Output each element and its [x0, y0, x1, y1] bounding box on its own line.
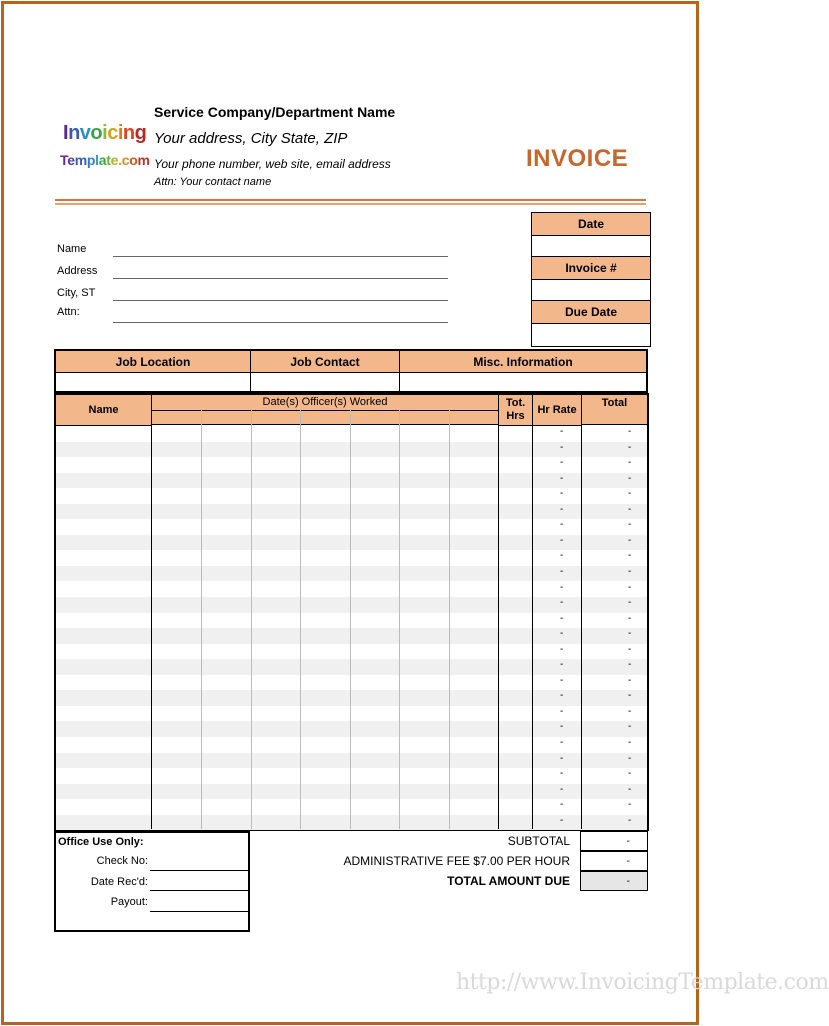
logo-template-com: Template.com [60, 152, 150, 168]
hr-rate-cell: - [560, 799, 564, 811]
bill-to-address-field[interactable] [113, 278, 448, 279]
tot-hrs-line2: Hrs [506, 410, 525, 422]
column-divider [498, 395, 499, 829]
date-column-divider [399, 410, 400, 829]
total-cell: - [628, 472, 632, 484]
name-header: Name [56, 395, 151, 426]
check-no-field[interactable] [150, 870, 249, 871]
table-row[interactable] [56, 753, 647, 769]
total-cell: - [628, 426, 632, 437]
date-column-divider [350, 410, 351, 829]
admin-fee-value: - [580, 851, 648, 871]
hr-rate-cell: - [560, 721, 564, 733]
date-column-divider [449, 410, 450, 829]
due-date-label: Due Date [532, 301, 650, 324]
watermark-url: http://www.InvoicingTemplate.com [456, 970, 829, 995]
bill-to-attn-field[interactable] [113, 322, 448, 323]
subtotal-value: - [580, 831, 648, 851]
table-row[interactable] [56, 815, 647, 831]
date-received-field[interactable] [150, 890, 249, 891]
table-row[interactable] [56, 582, 647, 598]
admin-fee-label: ADMINISTRATIVE FEE $7.00 PER HOUR [343, 854, 570, 868]
bill-to-city-field[interactable] [113, 300, 448, 301]
check-no-label: Check No: [96, 855, 148, 867]
job-contact-header: Job Contact [251, 351, 399, 373]
job-contact-field[interactable] [251, 373, 399, 391]
invoice-number-label: Invoice # [532, 257, 650, 280]
total-cell: - [628, 768, 632, 780]
hr-rate-cell: - [560, 705, 564, 717]
due-date-field[interactable] [532, 324, 650, 345]
total-due-label: TOTAL AMOUNT DUE [447, 874, 570, 888]
table-row[interactable] [56, 768, 647, 784]
table-row[interactable] [56, 550, 647, 566]
total-cell: - [628, 581, 632, 593]
table-row[interactable] [56, 721, 647, 737]
table-row[interactable] [56, 690, 647, 706]
total-cell: - [628, 705, 632, 717]
office-use-title: Office Use Only: [58, 836, 144, 848]
hr-rate-cell: - [560, 690, 564, 702]
tot-hrs-header [499, 395, 532, 426]
invoice-title: INVOICE [526, 145, 629, 172]
total-cell: - [628, 503, 632, 515]
total-header: Total [582, 395, 647, 425]
table-row[interactable] [56, 488, 647, 504]
table-row[interactable] [56, 535, 647, 551]
table-row[interactable] [56, 426, 647, 442]
hr-rate-cell: - [560, 441, 564, 453]
date-column-divider [201, 410, 202, 829]
table-row[interactable] [56, 597, 647, 613]
table-row[interactable] [56, 784, 647, 800]
payout-label: Payout: [110, 896, 148, 908]
table-row[interactable] [56, 473, 647, 489]
total-cell: - [628, 628, 632, 640]
items-table [54, 393, 649, 831]
hr-rate-cell: - [560, 457, 564, 469]
total-cell: - [628, 643, 632, 655]
hr-rate-cell: - [560, 472, 564, 484]
logo-invoicing: Invoicing [63, 122, 147, 144]
invoice-meta-box [531, 212, 651, 347]
hr-rate-cell: - [560, 426, 564, 437]
date-column-divider [300, 410, 301, 829]
date-column-divider [251, 410, 252, 829]
hr-rate-cell: - [560, 659, 564, 671]
hr-rate-cell: - [560, 674, 564, 686]
table-row[interactable] [56, 706, 647, 722]
hr-rate-cell: - [560, 597, 564, 609]
bill-to-name-label: Name [57, 243, 87, 255]
total-cell: - [628, 488, 632, 500]
hr-rate-cell: - [560, 550, 564, 562]
misc-info-field[interactable] [400, 373, 646, 391]
table-row[interactable] [56, 457, 647, 473]
company-contact[interactable]: Your phone number, web site, email address [154, 157, 391, 171]
hr-rate-cell: - [560, 488, 564, 500]
table-row[interactable] [56, 659, 647, 675]
dates-worked-header: Date(s) Officer(s) Worked [152, 395, 498, 410]
total-cell: - [628, 612, 632, 624]
table-row[interactable] [56, 737, 647, 753]
table-row[interactable] [56, 519, 647, 535]
hr-rate-cell: - [560, 752, 564, 764]
misc-info-header: Misc. Information [400, 351, 646, 373]
bill-to-attn-label: Attn: [57, 306, 80, 318]
invoice-number-field[interactable] [532, 280, 650, 300]
total-cell: - [628, 814, 632, 826]
total-cell: - [628, 550, 632, 562]
hr-rate-cell: - [560, 628, 564, 640]
job-location-field[interactable] [56, 373, 250, 391]
hr-rate-cell: - [560, 581, 564, 593]
table-row[interactable] [56, 644, 647, 660]
total-cell: - [628, 441, 632, 453]
bill-to-name-field[interactable] [113, 256, 448, 257]
total-cell: - [628, 534, 632, 546]
hr-rate-cell: - [560, 814, 564, 826]
total-cell: - [628, 752, 632, 764]
total-cell: - [628, 721, 632, 733]
total-cell: - [628, 783, 632, 795]
table-row[interactable] [56, 799, 647, 815]
table-row[interactable] [56, 442, 647, 458]
total-cell: - [628, 565, 632, 577]
column-divider [581, 395, 582, 829]
hr-rate-cell: - [560, 612, 564, 624]
hr-rate-cell: - [560, 503, 564, 515]
table-row[interactable] [56, 675, 647, 691]
date-field[interactable] [532, 236, 650, 256]
hr-rate-cell: - [560, 519, 564, 531]
header-rule-secondary [55, 203, 646, 205]
date-received-label: Date Rec'd: [90, 876, 148, 888]
bill-to-city-label: City, ST [57, 287, 96, 299]
company-attn[interactable]: Attn: Your contact name [154, 176, 272, 188]
hr-rate-header: Hr Rate [533, 395, 581, 426]
hr-rate-cell: - [560, 565, 564, 577]
subtotal-label: SUBTOTAL [507, 834, 570, 848]
header-rule [55, 199, 646, 201]
column-divider [532, 395, 533, 829]
date-label: Date [532, 213, 650, 236]
company-name[interactable]: Service Company/Department Name [154, 104, 396, 120]
hr-rate-cell: - [560, 534, 564, 546]
hr-rate-cell: - [560, 643, 564, 655]
tot-hrs-line1: Tot. [505, 397, 526, 409]
job-location-header: Job Location [56, 351, 250, 373]
company-address[interactable]: Your address, City State, ZIP [154, 130, 348, 147]
dates-subheader [152, 410, 498, 425]
job-info-table [54, 349, 648, 393]
total-cell: - [628, 674, 632, 686]
total-cell: - [628, 659, 632, 671]
hr-rate-cell: - [560, 737, 564, 748]
table-row[interactable] [56, 566, 647, 582]
hr-rate-cell: - [560, 768, 564, 780]
total-cell: - [628, 457, 632, 469]
total-cell: - [628, 690, 632, 702]
total-cell: - [628, 519, 632, 531]
bill-to-address-label: Address [57, 265, 98, 277]
total-cell: - [628, 597, 632, 609]
table-row[interactable] [56, 504, 647, 520]
table-row[interactable] [56, 613, 647, 629]
hr-rate-cell: - [560, 783, 564, 795]
total-cell: - [628, 799, 632, 811]
table-row[interactable] [56, 628, 647, 644]
total-due-value: - [580, 871, 648, 891]
payout-field[interactable] [150, 911, 249, 912]
total-cell: - [628, 737, 632, 748]
column-divider [151, 395, 152, 829]
